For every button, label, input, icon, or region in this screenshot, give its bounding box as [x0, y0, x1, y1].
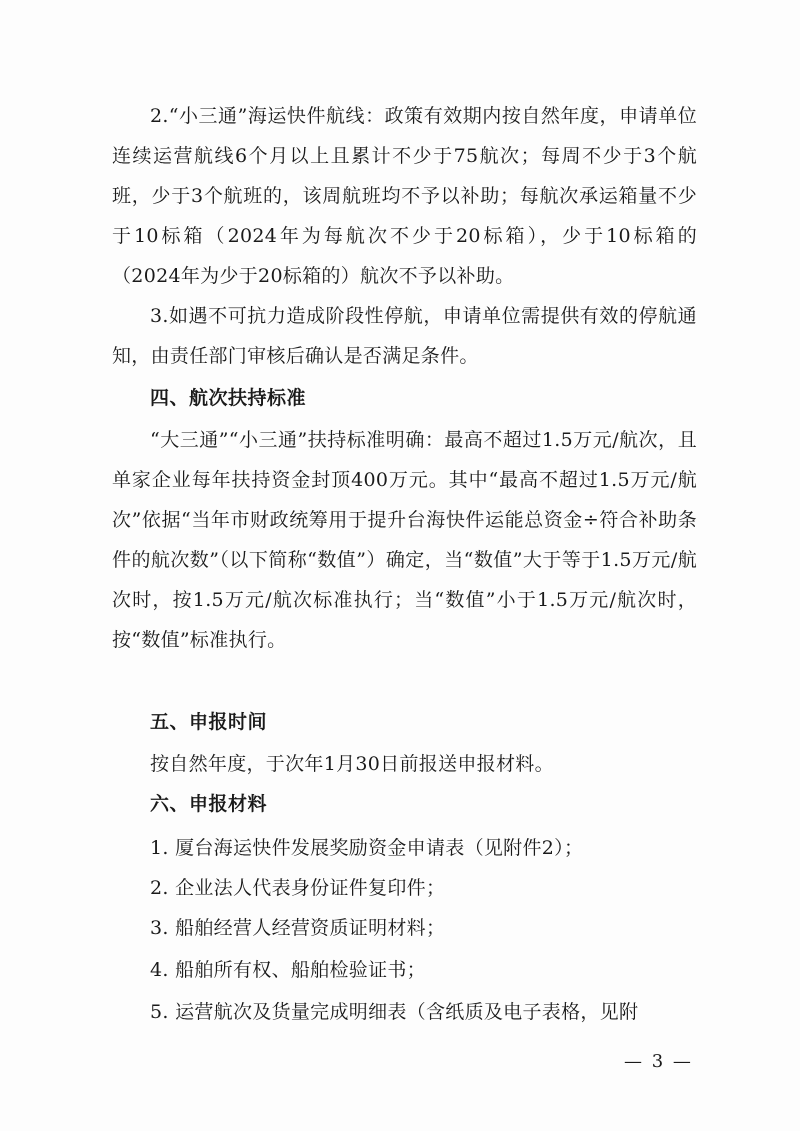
list-item: 5. 运营航次及货量完成明细表（含纸质及电子表格，见附	[150, 1001, 639, 1023]
paragraph-force-majeure: 3.如遇不可抗力造成阶段性停航，申请单位需提供有效的停航通知，由责任部门审核后确认是否满足条件。	[112, 305, 697, 367]
list-item: 1. 厦台海运快件发展奖励资金申请表（见附件2）；	[150, 837, 584, 859]
paragraph-application-time: 按自然年度，于次年1月30日前报送申报材料。	[150, 753, 554, 775]
section-heading-application-time: 五、申报时间	[150, 711, 268, 733]
section-heading-voyage-support-standard: 四、航次扶持标准	[150, 387, 307, 409]
paragraph-small-three-links-route: 2.“小三通”海运快件航线：政策有效期内按自然年度，申请单位连续运营航线6个月以上且累计不少于75航次；每周不少于3个航班，少于3个航班的，该周航班均不予以补助；每航次承运箱量不少于10标箱（2024年为每航次不少于20标箱），少于10标箱的（2024年为少于20标箱的）航次不予以补助。	[112, 105, 697, 287]
section-heading-application-materials: 六、申报材料	[150, 793, 268, 815]
page-number: — 3 —	[624, 1051, 693, 1072]
list-item: 4. 船舶所有权、船舶检验证书；	[150, 959, 426, 981]
list-item: 2. 企业法人代表身份证件复印件；	[150, 877, 446, 899]
paragraph-support-standard: “大三通”“小三通”扶持标准明确：最高不超过1.5万元/航次，且单家企业每年扶持资金封顶400万元。其中“最高不超过1.5万元/航次”依据“当年市财政统筹用于提升台海快件运能总资金÷符合补助条件的航次数”（以下简称“数值”）确定，当“数值”大于等于1.5万元/航次时，按1.5万元/航次标准执行；当“数值”小于1.5万元/航次时，按“数值”标准执行。	[112, 429, 697, 651]
list-item: 3. 船舶经营人经营资质证明材料；	[150, 917, 446, 939]
